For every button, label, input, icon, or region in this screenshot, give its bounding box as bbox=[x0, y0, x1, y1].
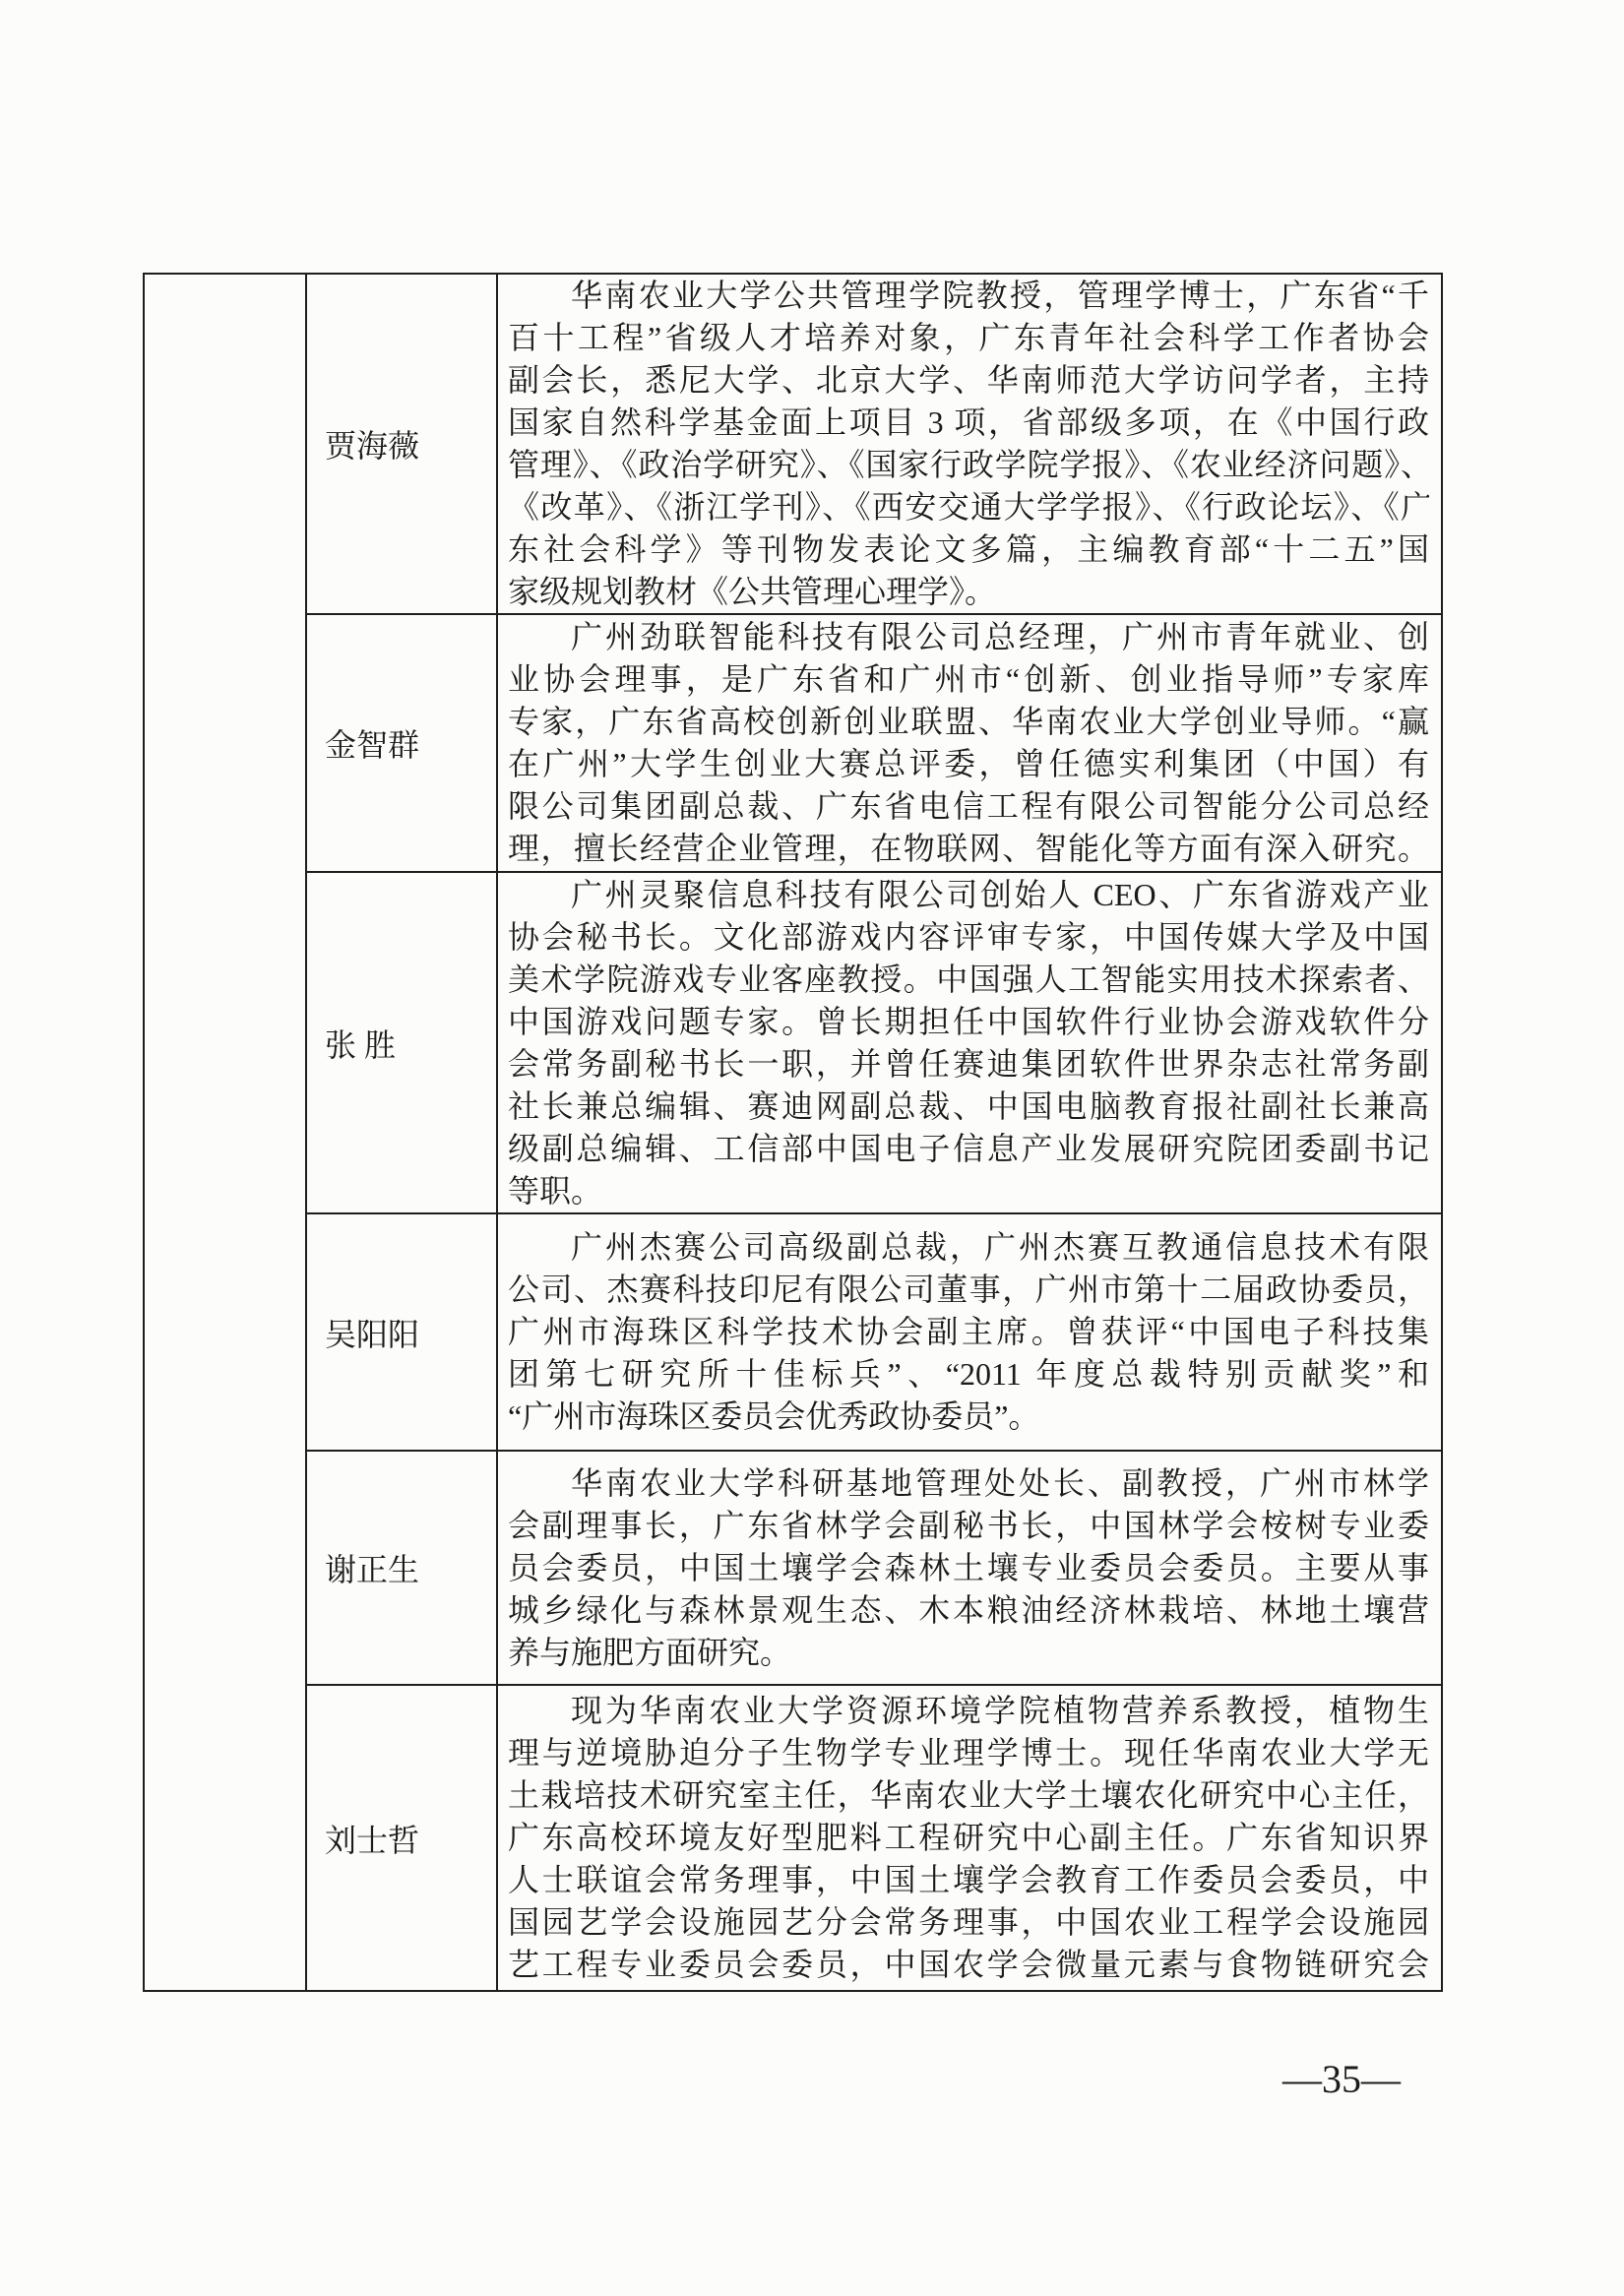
bio-line: “广州市海珠区委员会优秀政协委员”。 bbox=[508, 1398, 1040, 1434]
name-cell bbox=[307, 275, 498, 613]
bio-cell bbox=[498, 1214, 1441, 1450]
bio-line: 广州劲联智能科技有限公司总经理，广州市青年就业、创 bbox=[571, 619, 1429, 654]
expert-name: 张 胜 bbox=[325, 1026, 397, 1063]
expert-name: 吴阳阳 bbox=[325, 1316, 420, 1352]
bio-line: 会副理事长，广东省林学会副秘书长，中国林学会桉树专业委 bbox=[508, 1507, 1429, 1543]
expert-name: 贾海薇 bbox=[325, 428, 420, 464]
bio-line: 专家，广东省高校创新创业联盟、华南农业大学创业导师。“赢 bbox=[508, 704, 1429, 739]
bio-line: 广州市海珠区科学技术协会副主席。曾获评“中国电子科技集 bbox=[508, 1314, 1429, 1349]
bio-line: 级副总编辑、工信部中国电子信息产业发展研究院团委副书记 bbox=[508, 1130, 1429, 1166]
bio-line: 公司、杰赛科技印尼有限公司董事，广州市第十二届政协委员， bbox=[508, 1272, 1429, 1307]
bio-line: 家级规划教材《公共管理心理学》。 bbox=[508, 574, 997, 609]
bio-line: 管理》、《政治学研究》、《国家行政学院学报》、《农业经济问题》、 bbox=[508, 447, 1429, 482]
name-cell bbox=[307, 1452, 498, 1684]
bio-line: 业协会理事，是广东省和广州市“创新、创业指导师”专家库 bbox=[508, 661, 1429, 697]
name-cell bbox=[307, 615, 498, 871]
bio-line: 国家自然科学基金面上项目 3 项，省部级多项，在《中国行政 bbox=[508, 404, 1429, 440]
bio-line: 东社会科学》等刊物发表论文多篇，主编教育部“十二五”国 bbox=[508, 531, 1429, 567]
expert-table bbox=[143, 273, 1443, 1992]
bio-line: 中国游戏问题专家。曾长期担任中国软件行业协会游戏软件分 bbox=[508, 1003, 1429, 1039]
bio-line: 协会秘书长。文化部游戏内容评审专家，中国传媒大学及中国 bbox=[508, 918, 1429, 955]
bio-line: 广东高校环境友好型肥料工程研究中心副主任。广东省知识界 bbox=[508, 1820, 1429, 1855]
bio-cell bbox=[498, 1686, 1441, 1990]
name-cell bbox=[307, 1686, 498, 1990]
page-number: —35— bbox=[1282, 2057, 1401, 2101]
bio-line: 社长兼总编辑、赛迪网副总裁、中国电脑教育报社副社长兼高 bbox=[508, 1087, 1429, 1124]
bio-line: 百十工程”省级人才培养对象，广东青年社会科学工作者协会 bbox=[508, 320, 1429, 355]
table-row bbox=[307, 873, 1441, 1214]
table-rows bbox=[307, 275, 1441, 1990]
bio-line: 美术学院游戏专业客座教授。中国强人工智能实用技术探索者、 bbox=[508, 961, 1429, 997]
bio-line: 在广州”大学生创业大赛总评委，曾任德实利集团（中国）有 bbox=[508, 746, 1429, 781]
bio-line: 团第七研究所十佳标兵”、“2011 年度总裁特别贡献奖”和 bbox=[508, 1356, 1429, 1392]
bio-line: 现为华南农业大学资源环境学院植物营养系教授，植物生 bbox=[571, 1693, 1429, 1728]
name-cell bbox=[307, 873, 498, 1212]
table-row bbox=[307, 1214, 1441, 1452]
bio-line: 土栽培技术研究室主任，华南农业大学土壤农化研究中心主任， bbox=[508, 1777, 1429, 1813]
bio-line: 华南农业大学公共管理学院教授，管理学博士，广东省“千 bbox=[571, 278, 1429, 313]
bio-line: 广州杰赛公司高级副总裁，广州杰赛互教通信息技术有限 bbox=[571, 1229, 1429, 1265]
bio-line: 理与逆境胁迫分子生物学专业理学博士。现任华南农业大学无 bbox=[508, 1735, 1429, 1770]
bio-line: 理，擅长经营企业管理，在物联网、智能化等方面有深入研究。 bbox=[508, 831, 1429, 866]
bio-cell bbox=[498, 873, 1441, 1212]
bio-line: 国园艺学会设施园艺分会常务理事，中国农业工程学会设施园 bbox=[508, 1904, 1429, 1940]
bio-line: 城乡绿化与森林景观生态、木本粮油经济林栽培、林地土壤营 bbox=[508, 1591, 1429, 1628]
table-row bbox=[307, 1686, 1441, 1990]
table-row bbox=[307, 275, 1441, 615]
expert-name: 刘士哲 bbox=[325, 1822, 420, 1858]
category-cell bbox=[145, 275, 307, 1990]
bio-cell bbox=[498, 615, 1441, 871]
bio-line: 广州灵聚信息科技有限公司创始人 CEO、广东省游戏产业 bbox=[571, 876, 1429, 912]
table-row bbox=[307, 615, 1441, 873]
expert-name: 金智群 bbox=[325, 727, 420, 763]
name-cell bbox=[307, 1214, 498, 1450]
bio-line: 《改革》、《浙江学刊》、《西安交通大学学报》、《行政论坛》、《广 bbox=[508, 489, 1429, 525]
bio-line: 副会长，悉尼大学、北京大学、华南师范大学访问学者，主持 bbox=[508, 362, 1429, 398]
bio-line: 限公司集团副总裁、广东省电信工程有限公司智能分公司总经 bbox=[508, 788, 1429, 824]
bio-line: 华南农业大学科研基地管理处处长、副教授，广州市林学 bbox=[571, 1464, 1429, 1501]
table-row bbox=[307, 1452, 1441, 1686]
bio-cell bbox=[498, 275, 1441, 613]
bio-line: 人士联谊会常务理事，中国土壤学会教育工作委员会委员，中 bbox=[508, 1862, 1429, 1897]
bio-line: 员会委员，中国土壤学会森林土壤专业委员会委员。主要从事 bbox=[508, 1549, 1429, 1585]
expert-name: 谢正生 bbox=[325, 1552, 420, 1587]
bio-line: 会常务副秘书长一职，并曾任赛迪集团软件世界杂志社常务副 bbox=[508, 1045, 1429, 1082]
bio-cell bbox=[498, 1452, 1441, 1684]
bio-line: 艺工程专业委员会委员，中国农学会微量元素与食物链研究会 bbox=[508, 1947, 1429, 1982]
bio-line: 等职。 bbox=[508, 1172, 603, 1209]
bio-line: 养与施肥方面研究。 bbox=[508, 1634, 792, 1670]
